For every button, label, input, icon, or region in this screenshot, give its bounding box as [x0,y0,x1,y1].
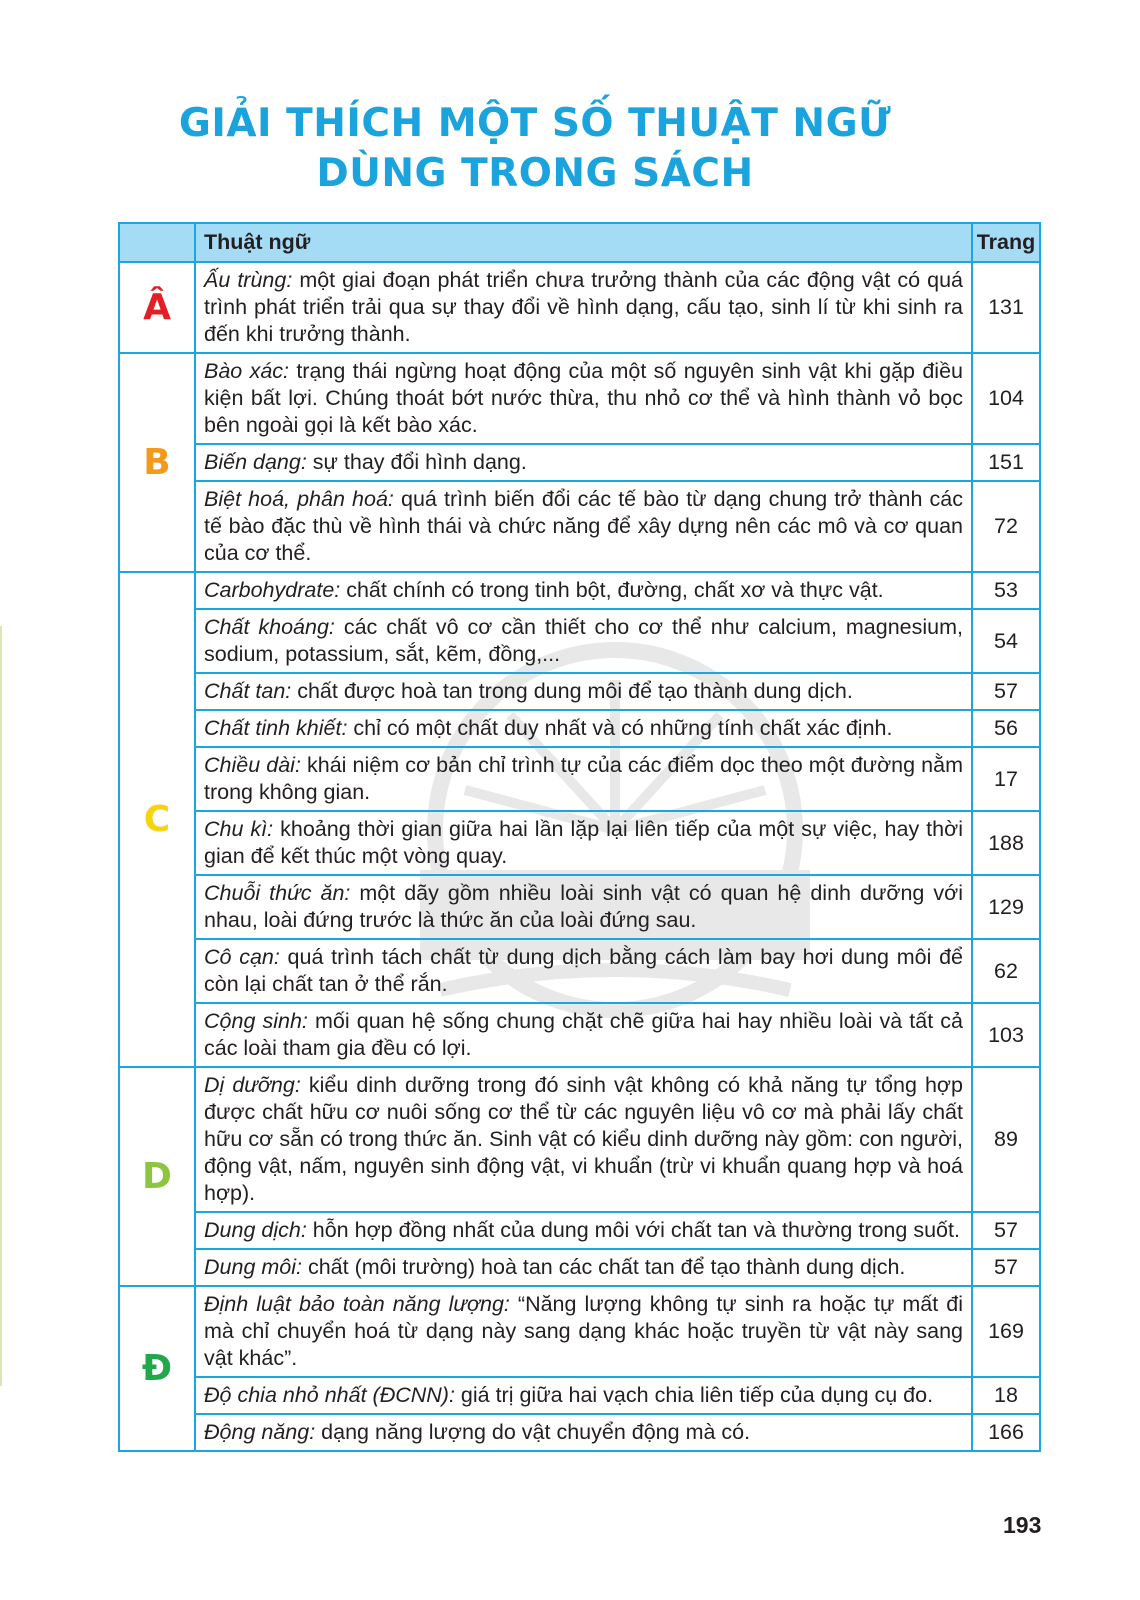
table-row [119,747,1040,811]
term-cell [195,1249,972,1286]
glossary-table [118,222,1041,1452]
page-title-line-1: GIẢI THÍCH MỘT SỐ THUẬT NGỮ [178,101,892,146]
header-term: Thuật ngữ [195,223,972,262]
term-page: 72 [972,481,1040,572]
term-definition: trạng thái ngừng hoạt động của một số nguyên sinh vật khi gặp điều kiện bất lợi. Chúng thoát bớt nước thừa, thu nhỏ cơ thể và hình thành vỏ bọc bên ngoài gọi là kết bào xác. [204,359,963,437]
term-page: 53 [972,572,1040,609]
page-number: 193 [1003,1512,1042,1538]
term-cell [195,609,972,673]
term-page: 188 [972,811,1040,875]
term-word: Chất khoáng: [204,615,335,639]
table-row [119,939,1040,1003]
term-definition: chất (môi trường) hoà tan các chất tan để tạo thành dung dịch. [302,1255,906,1279]
term-page: 169 [972,1286,1040,1377]
term-word: Bào xác: [204,359,290,383]
table-row [119,673,1040,710]
section-letter: B [119,353,195,572]
term-page: 18 [972,1377,1040,1414]
term-cell [195,875,972,939]
page-edge-line [0,626,2,1386]
term-cell [195,1212,972,1249]
table-row [119,1286,1040,1377]
term-definition: giá trị giữa hai vạch chia liên tiếp của dụng cụ đo. [454,1383,934,1407]
term-page: 104 [972,353,1040,444]
term-word: Biến dạng: [204,450,307,474]
term-word: Chuỗi thức ăn: [204,881,351,905]
table-row [119,481,1040,572]
term-word: Chất tinh khiết: [204,716,348,740]
term-page: 57 [972,1249,1040,1286]
section-letter: D [119,1067,195,1286]
term-definition: mối quan hệ sống chung chặt chẽ giữa hai hay nhiều loài và tất cả các loài tham gia đều có lợi. [204,1009,963,1060]
table-row [119,353,1040,444]
table-row [119,710,1040,747]
term-definition: chất được hoà tan trong dung môi để tạo thành dung dịch. [291,679,853,703]
header-page: Trang [972,223,1040,262]
term-cell [195,1067,972,1212]
term-definition: hỗn hợp đồng nhất của dung môi với chất tan và thường trong suốt. [306,1218,960,1242]
term-cell [195,1377,972,1414]
term-page: 89 [972,1067,1040,1212]
term-page: 57 [972,1212,1040,1249]
term-cell [195,572,972,609]
term-word: Carbohydrate: [204,578,341,602]
term-page: 56 [972,710,1040,747]
term-definition: dạng năng lượng do vật chuyển động mà có. [315,1420,751,1444]
term-cell [195,1003,972,1067]
term-definition: chỉ có một chất duy nhất và có những tính chất xác định. [347,716,893,740]
term-cell [195,710,972,747]
term-page: 57 [972,673,1040,710]
table-row [119,609,1040,673]
term-definition: một giai đoạn phát triển chưa trưởng thành của các động vật có quá trình phát triển trải qua sự thay đổi về hình dạng, cấu tạo, sinh lí từ khi sinh ra đến khi trưởng thành. [204,268,963,346]
table-row [119,262,1040,353]
term-page: 131 [972,262,1040,353]
term-definition: kiểu dinh dưỡng trong đó sinh vật không có khả năng tự tổng hợp được chất hữu cơ nuôi sống cơ thể từ các nguyên liệu vô cơ mà phải lấy chất hữu cơ sẵn có trong thức ăn. Sinh vật có kiểu dinh dưỡng này gồm: con người, động vật, nấm, nguyên sinh động vật, vi khuẩn (trừ vi khuẩn quang hợp và hoá hợp). [204,1073,963,1205]
table-row [119,1003,1040,1067]
term-word: Cô cạn: [204,945,280,969]
term-cell [195,444,972,481]
term-word: Biệt hoá, phân hoá: [204,487,394,511]
term-definition: khái niệm cơ bản chỉ trình tự của các điểm dọc theo một đường nằm trong không gian. [204,753,963,804]
term-word: Cộng sinh: [204,1009,308,1033]
term-definition: quá trình tách chất từ dung dịch bằng cách làm bay hơi dung môi để còn lại chất tan ở thể rắn. [204,945,963,996]
term-word: Động năng: [204,1420,316,1444]
table-row [119,1067,1040,1212]
term-page: 54 [972,609,1040,673]
section-letter: Â [119,262,195,353]
term-word: Chất tan: [204,679,292,703]
term-page: 103 [972,1003,1040,1067]
term-word: Dung môi: [204,1255,302,1279]
term-definition: “Năng lượng không tự sinh ra hoặc tự mất đi mà chỉ chuyển hoá từ dạng này sang dạng khác hoặc truyền từ vật này sang vật khác”. [204,1292,963,1370]
table-row [119,572,1040,609]
term-word: Ấu trùng: [204,268,293,292]
table-row [119,1414,1040,1451]
term-cell [195,481,972,572]
term-word: Chu kì: [204,817,274,841]
term-cell [195,1414,972,1451]
glossary-body [119,262,1040,1451]
term-cell [195,1286,972,1377]
table-row [119,1377,1040,1414]
header-row [119,223,1040,262]
term-definition: chất chính có trong tinh bột, đường, chất xơ và thực vật. [340,578,884,602]
term-cell [195,747,972,811]
table-row [119,444,1040,481]
term-cell [195,353,972,444]
header-letter-cell [119,223,195,262]
term-page: 62 [972,939,1040,1003]
term-cell [195,939,972,1003]
term-cell [195,673,972,710]
term-word: Dung dịch: [204,1218,307,1242]
table-row [119,811,1040,875]
term-word: Độ chia nhỏ nhất (ĐCNN): [204,1383,455,1407]
term-word: Dị dưỡng: [204,1073,301,1097]
section-letter: C [119,572,195,1067]
table-row [119,1212,1040,1249]
table-row [119,875,1040,939]
term-word: Chiều dài: [204,753,301,777]
term-definition: một dãy gồm nhiều loài sinh vật có quan hệ dinh dưỡng với nhau, loài đứng trước là thức ăn của loài đứng sau. [204,881,963,932]
term-page: 166 [972,1414,1040,1451]
term-word: Định luật bảo toàn năng lượng: [204,1292,510,1316]
page-title-line-2: DÙNG TRONG SÁCH [316,151,754,196]
term-definition: các chất vô cơ cần thiết cho cơ thể như calcium, magnesium, sodium, potassium, sắt, kẽm, đồng,... [204,615,963,666]
term-page: 151 [972,444,1040,481]
term-cell [195,811,972,875]
term-page: 17 [972,747,1040,811]
term-definition: sự thay đổi hình dạng. [306,450,527,474]
term-definition: khoảng thời gian giữa hai lần lặp lại liên tiếp của một sự việc, hay thời gian để kết thúc một vòng quay. [204,817,963,868]
term-cell [195,262,972,353]
term-definition: quá trình biến đổi các tế bào từ dạng chung trở thành các tế bào đặc thù về hình thái và chức năng để xây dựng nên các mô và cơ quan của cơ thể. [204,487,963,565]
section-letter: Đ [119,1286,195,1451]
term-page: 129 [972,875,1040,939]
table-row [119,1249,1040,1286]
